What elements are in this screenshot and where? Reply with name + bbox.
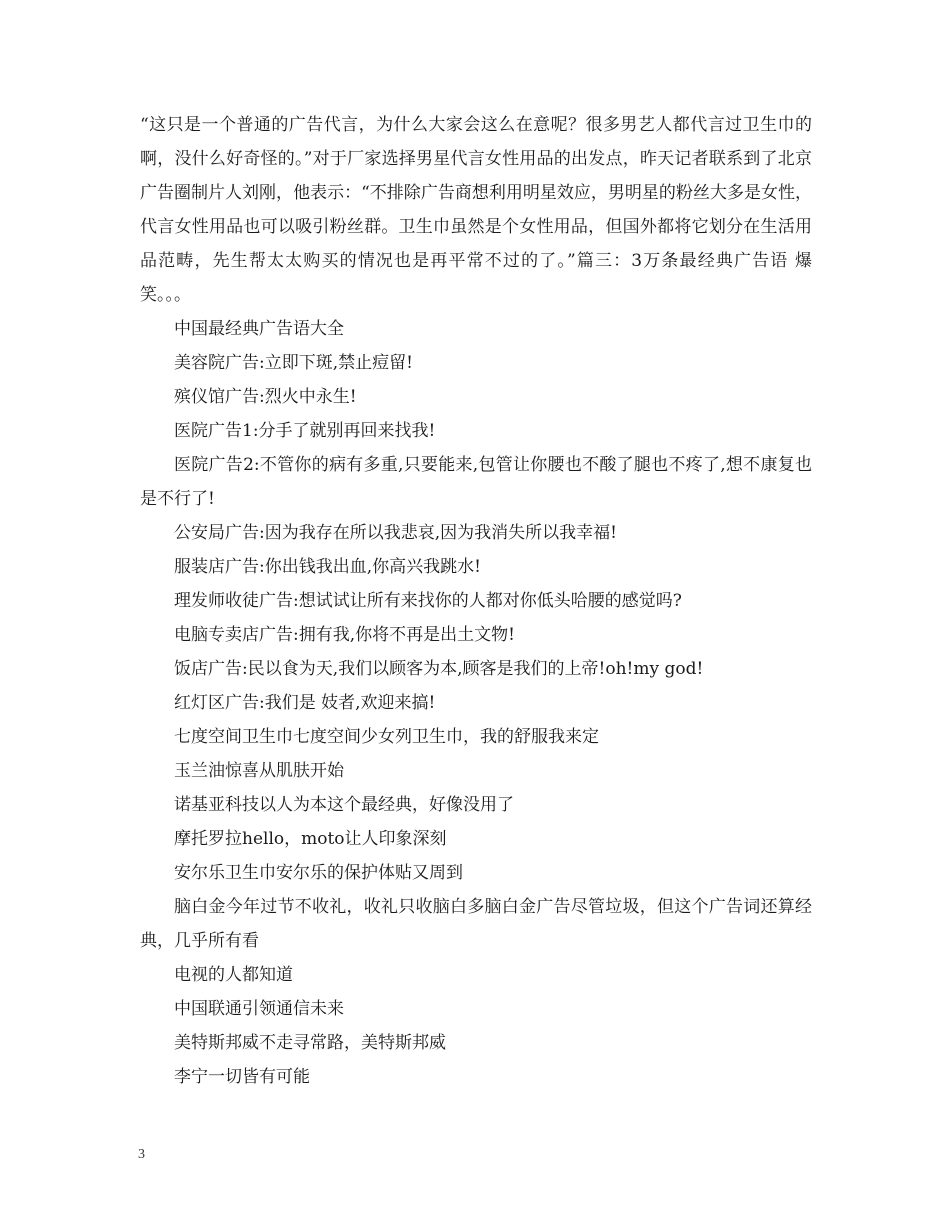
list-item: 诺基亚科技以人为本这个最经典，好像没用了 xyxy=(174,795,514,815)
list-item: 美特斯邦威不走寻常路，美特斯邦威 xyxy=(174,1033,446,1053)
intro-paragraph: “这只是一个普通的广告代言，为什么大家会这么在意呢？很多男艺人都代言过卫生巾的啊，没什么好奇怪的。”对于厂家选择男星代言女性用品的出发点，昨天记者联系到了北京广告圈制片人刘刚，他表示：“不排除广告商想利用明星效应，男明星的粉丝大多是女性，代言女性用品也可以吸引粉丝群。卫生巾虽然是个女性用品，但国外都将它划分在生活用品范畴，先生帮太太购买的情况也是再平常不过的了。”篇三：3万条最经典广告语 爆笑。。。 xyxy=(140,115,812,305)
list-item: 饭店广告:民以食为天,我们以顾客为本,顾客是我们的上帝!oh!my god! xyxy=(174,659,704,679)
list-item: 玉兰油惊喜从肌肤开始 xyxy=(174,761,344,781)
list-item: 七度空间卫生巾七度空间少女列卫生巾，我的舒服我来定 xyxy=(174,727,599,747)
list-item: 殡仪馆广告:烈火中永生! xyxy=(174,387,357,407)
list-item: 医院广告2:不管你的病有多重,只要能来,包管让你腰也不酸了腿也不疼了,想不康复也是不行了! xyxy=(140,455,812,509)
list-item: 脑白金今年过节不收礼，收礼只收脑白多脑白金广告尽管垃圾，但这个广告词还算经典，几乎所有看 xyxy=(140,897,812,951)
page-number: 3 xyxy=(138,1147,145,1162)
list-item: 电脑专卖店广告:拥有我,你将不再是出土文物! xyxy=(174,625,515,645)
list-item: 摩托罗拉hello，moto让人印象深刻 xyxy=(174,829,447,849)
list-item: 医院广告1:分手了就别再回来找我! xyxy=(174,421,436,441)
list-item: 美容院广告:立即下斑,禁止痘留! xyxy=(174,353,413,373)
list-item: 李宁一切皆有可能 xyxy=(174,1067,310,1087)
list-item: 服装店广告:你出钱我出血,你高兴我跳水! xyxy=(174,557,481,577)
list-item: 红灯区广告:我们是 妓者,欢迎来搞! xyxy=(174,693,436,713)
list-item: 中国最经典广告语大全 xyxy=(174,319,344,339)
list-item: 中国联通引领通信未来 xyxy=(174,999,344,1019)
list-item: 电视的人都知道 xyxy=(174,965,293,985)
list-item: 安尔乐卫生巾安尔乐的保护体贴又周到 xyxy=(174,863,463,883)
list-item: 公安局广告:因为我存在所以我悲哀,因为我消失所以我幸福! xyxy=(174,523,617,543)
list-item: 理发师收徒广告:想试试让所有来找你的人都对你低头哈腰的感觉吗? xyxy=(174,591,682,611)
document-body xyxy=(140,108,812,1094)
